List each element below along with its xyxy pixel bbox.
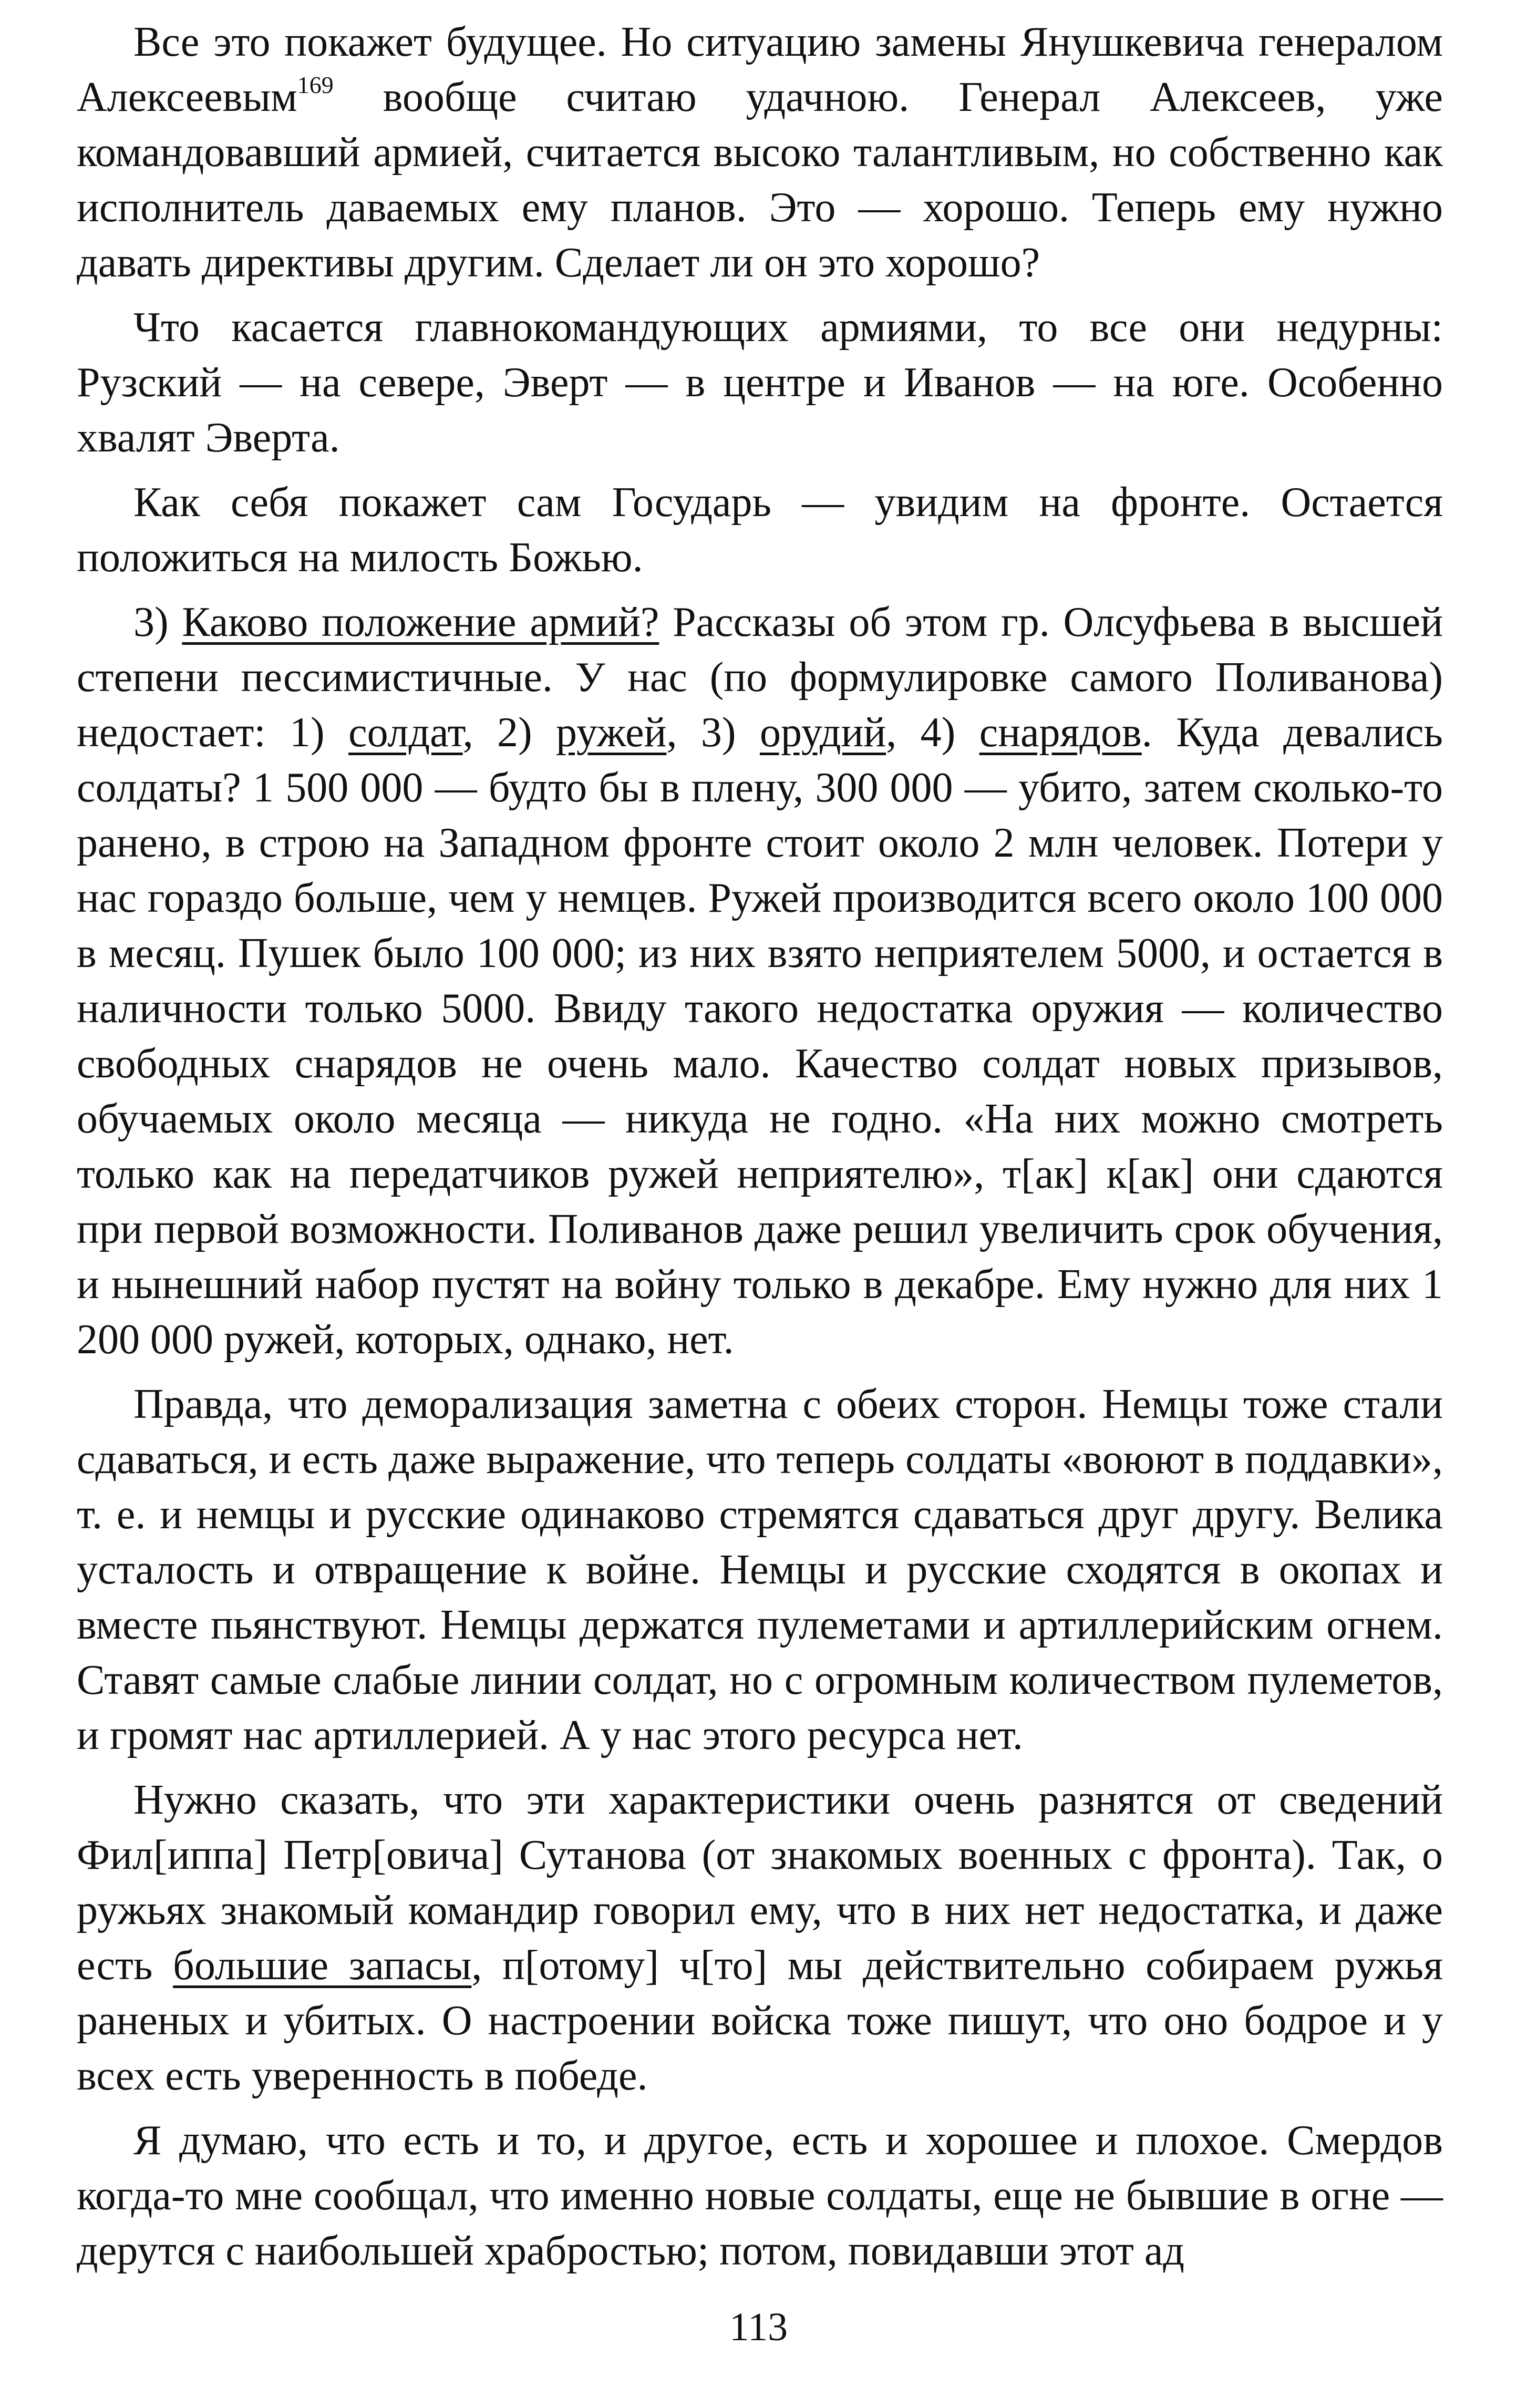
underlined-question: Каково положение армий? bbox=[182, 599, 659, 645]
paragraph-7: Я думаю, что есть и то, и другое, есть и хорошее и плохое. Смердов когда-то мне сообщал, что именно новые солдаты, еще не бывшие в огне — дерутся с наибольшей храбростью; потом, повидавши этот ад bbox=[77, 2117, 1443, 2274]
underlined-soldiers: солдат bbox=[348, 709, 463, 756]
paragraph-5: Правда, что деморализация заметна с обеих сторон. Немцы тоже стали сдаваться, и есть даже выражение, что теперь солдаты «воюют в поддавки», т. е. и немцы и русские одинаково стремятся сдаваться друг другу. Велика усталость и отвращение к войне. Немцы и русские сходятся в окопах и вместе пьянствуют. Немцы держатся пулеметами и артиллерийским огнем. Ставят самые слабые линии солдат, но с огромным количеством пулеметов, и громят нас артиллерией. А у нас этого ресурса нет. bbox=[77, 1381, 1443, 1758]
underlined-rifles: ружей bbox=[556, 709, 667, 756]
paragraph-1-text-a: Все это покажет будущее. Но ситуацию замены Янушкевича генералом Алексеевым bbox=[77, 19, 1443, 120]
paragraph-6-text-b: , п[отому] ч[то] мы действительно собираем ружья раненых и убитых. О настроении войска тоже пишут, что оно бодрое и у всех есть уверенность в победе. bbox=[77, 1942, 1443, 2099]
underlined-shells: снарядов bbox=[979, 709, 1142, 756]
paragraph-1-text-b: вообще считаю удачною. Генерал Алексеев, уже командовавший армией, считается высоко талантливым, но собственно как исполнитель даваемых ему планов. Это — хорошо. Теперь ему нужно давать директивы другим. Сделает ли он это хорошо? bbox=[77, 74, 1443, 286]
paragraph-3: Как себя покажет сам Государь — увидим на фронте. Остается положиться на милость Божью. bbox=[77, 479, 1443, 581]
paragraph-4-text-3: , 3) bbox=[666, 709, 760, 756]
page-body bbox=[77, 15, 1443, 2288]
item-number: 3) bbox=[133, 599, 182, 645]
paragraph-1 bbox=[77, 15, 1443, 291]
underlined-guns: орудий bbox=[759, 709, 886, 756]
paragraph-4-text-5: . Куда девались солдаты? 1 500 000 — будто бы в плену, 300 000 — убито, затем сколько-то ранено, в строю на Западном фронте стоит около 2 млн человек. Потери у нас гораздо больше, чем у немцев. Ружей производится всего около 100 000 в месяц. Пушек было 100 000; из них взято неприятелем 5000, и остается в наличности только 5000. Ввиду такого недостатка оружия — количество свободных снарядов не очень мало. Качество солдат новых призывов, обучаемых около месяца — никуда не годно. «На них можно смотреть только как на передатчиков ружей неприятелю», т[ак] к[ак] они сдаются при первой возможности. Поливанов даже решил увеличить срок обучения, и нынешний набор пустят на войну только в декабре. Ему нужно для них 1 200 000 ружей, которых, однако, нет. bbox=[77, 709, 1443, 1363]
paragraph-2: Что касается главнокомандующих армиями, то все они недурны: Рузский — на севере, Эверт — в центре и Иванов — на юге. Особенно хвалят Эверта. bbox=[77, 304, 1443, 461]
page-number: 113 bbox=[729, 2305, 788, 2349]
paragraph-6-text-a: Нужно сказать, что эти характеристики очень разнятся от сведений Фил[иппа] Петр[овича] Сутанова (от знакомых военных с фронта). Так, о ружьях знакомый командир говорил ему, что в них нет недостатка, и даже есть bbox=[77, 1777, 1443, 1989]
paragraph-4-text-1: Рассказы об этом гр. Олсуфьева в высшей степени пессимистичные. У нас (по формулировке самого Поливанова) недостает: 1) bbox=[77, 599, 1443, 756]
paragraph-4-text-2: , 2) bbox=[462, 709, 556, 756]
underlined-large-reserves: большие запасы bbox=[173, 1942, 472, 1989]
paragraph-4-text-4: , 4) bbox=[886, 709, 979, 756]
footnote-ref-169[interactable]: 169 bbox=[297, 71, 334, 98]
paragraph-6 bbox=[77, 1773, 1443, 2104]
paragraph-4 bbox=[77, 595, 1443, 1367]
